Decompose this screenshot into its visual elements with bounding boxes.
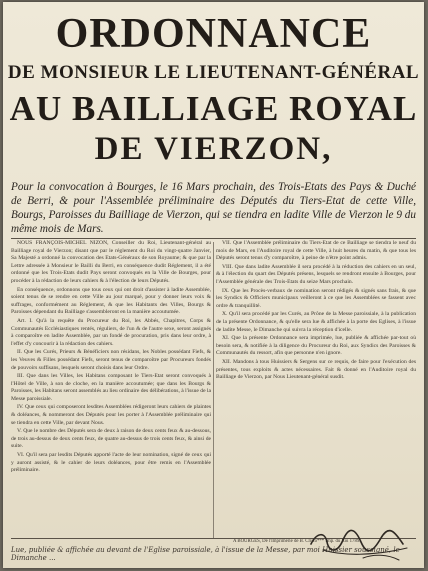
right-column bbox=[216, 240, 416, 540]
title-vierzon: DE VIERZON, bbox=[94, 131, 333, 167]
right-paragraph: XI. Que la présente Ordonnance sera imprimée, lue, publiée & affichée par-tout où besoin sera, & notifiée à la diligence du Procureur du Roi, aux Syndics des Paroisses & Communautés du ressort, afin que personne n'en ignore. bbox=[216, 335, 416, 357]
left-paragraph: Art. I. Qu'à la requête du Procureur du Roi, les Abbés, Chapitres, Corps & Communautés Ecclésiastiques rentés, réguliers, de l'un & de l'autre sexe, seront assignés à comparoître en ladite Assemblée, par un fondé de procuration, pris dans leur ordre, à l'effet d'y concourir à la rédaction des cahiers. bbox=[11, 317, 211, 347]
top-rule bbox=[11, 238, 416, 239]
left-paragraph: IV. Que ceux qui composeront lesdites Assemblées rédigeront leurs cahiers de plaintes & doléances, & nommeront des Députés pour les porter à l'Assemblée préliminaire qui se tiendra en cette Ville, par devant Nous. bbox=[11, 404, 211, 426]
left-column bbox=[11, 240, 211, 540]
right-paragraph: VII. Que l'Assemblée préliminaire du Tiers-Etat de ce Bailliage se tiendra le neuf du mois de Mars, en l'Auditoire royal de cette Ville, à huit heures du matin, & que tous les Députés seront tenus d'y comparoître, à peine de n'être point admis. bbox=[216, 240, 416, 262]
handwritten-signature bbox=[303, 514, 413, 564]
left-paragraph: V. Que le nombre des Députés sera de deux à raison de deux cents feux & au-dessous, de trois au-dessus de deux cents feux, de quatre au-dessus de trois cents feux, & ainsi de suite. bbox=[11, 428, 211, 450]
left-paragraph: III. Que dans les Villes, les Habitans composant le Tiers-Etat seront convoqués à l'Hôtel de Ville, à son de cloche, en la manière accoutumée; que dans les Bourgs & Paroisses, les Habitans seront assemblés au lieu ordinaire des délibérations, à l'issue de la Messe paroissiale. bbox=[11, 373, 211, 402]
right-paragraph: X. Qu'il sera procédé par les Curés, au Prône de la Messe paroissiale, à la publication de la présente Ordonnance, & qu'elle sera lue & affichée à la porte des Eglises, à l'issue de ladite Messe, le Dimanche qui suivra la réception d'icelle. bbox=[216, 311, 416, 333]
left-paragraph: NOUS FRANÇOIS-MICHEL NIZON, Conseiller du Roi, Lieutenant-général au Bailliage royal de Vierzon; disant que par le réglement du Roi du vingt-quatre Janvier, Sa Majesté a ordonné la convocation des Etats-Généraux de son Royaume; & que par la Lettre adressée à Monsieur le Bailli du Berri, en conséquence dudit Réglement, il a été ordonné que les Trois-Etats dudit Pays seront convoqués en la Ville de Bourges, pour procéder à la rédaction de leurs cahiers & à l'élection de leurs Députés. bbox=[11, 240, 211, 284]
title-ordonnance: ORDONNANCE bbox=[55, 11, 372, 57]
left-paragraph: En conséquence, ordonnons que tous ceux qui ont droit d'assister à ladite Assemblée, soient tenus de se rendre en cette Ville au jour marqué, pour y donner leurs voix & suffrages, conformément au Réglement, & que les Habitants des Villes, Bourgs & Paroisses dépendant du Bailliage s'assembleront en la manière accoutumée. bbox=[11, 286, 211, 316]
ordonnance-subtitle: Pour la convocation à Bourges, le 16 Mars prochain, des Trois-Etats des Pays & Duché de Berri, & pour l'Assemblée préliminaire des Députés du Tiers-Etat de cette Ville, Bourgs, Paroisses du Bailliage de Vierzon, qui se tiendra en ladite Ville de Vierzon le 9 du même mois de Mars. bbox=[11, 181, 416, 235]
printer-imprint: A BOURGES, De l'Imprimerie de B. Cristo*** Imp. du Roi 1789. bbox=[233, 539, 361, 544]
right-paragraph: XII. Mandons à tous Huissiers & Sergens sur ce requis, de faire pour l'exécution des présentes, tous exploits & actes nécessaires. Fait & donné en l'Auditoire royal du Bailliage de Vierzon, par Nous Lieutenant-général susdit. bbox=[216, 358, 416, 381]
left-paragraph: VI. Qu'il sera par lesdits Députés apporté l'acte de leur nomination, signé de ceux qui y auront assisté, & le cahier de leurs doléances, pour être remis en l'Assemblée préliminaire. bbox=[11, 452, 211, 474]
ordonnance-sheet bbox=[3, 2, 424, 568]
right-paragraph: IX. Que les Procès-verbaux de nomination seront rédigés & signés sans frais, & que les Syndics & Officiers municipaux veilleront à ce que les Assemblées se fassent avec ordre & tranquillité. bbox=[216, 287, 416, 309]
handwritten-annotation: Lue, publiée & affichée au devant de l'Eglise paroissiale, à l'issue de la Messe, par moi Huissier soussigné, le Dimanche ... bbox=[11, 546, 400, 562]
column-divider bbox=[213, 242, 214, 538]
title-lieutenant-general: DE MONSIEUR LE LIEUTENANT-GÉNÉRAL bbox=[7, 62, 420, 83]
title-bailliage-royal: AU BAILLIAGE ROYAL bbox=[9, 89, 418, 128]
left-paragraph: II. Que les Curés, Prieurs & Bénéficiers non résidans, les Nobles possédant Fiefs, & les Veuves & Filles possédant Fiefs, seront tenus de comparoître par Procureurs fondés de pouvoirs suffisans, lesquels seront choisis dans leur Ordre. bbox=[11, 349, 211, 371]
right-paragraph: VIII. Que dans ladite Assemblée il sera procédé à la réduction des cahiers en un seul, & à l'élection du quart des Députés présens, lesquels se rendront ensuite à Bourges, pour l'Assemblée générale des Trois-Etats du seize Mars prochain. bbox=[216, 263, 416, 285]
